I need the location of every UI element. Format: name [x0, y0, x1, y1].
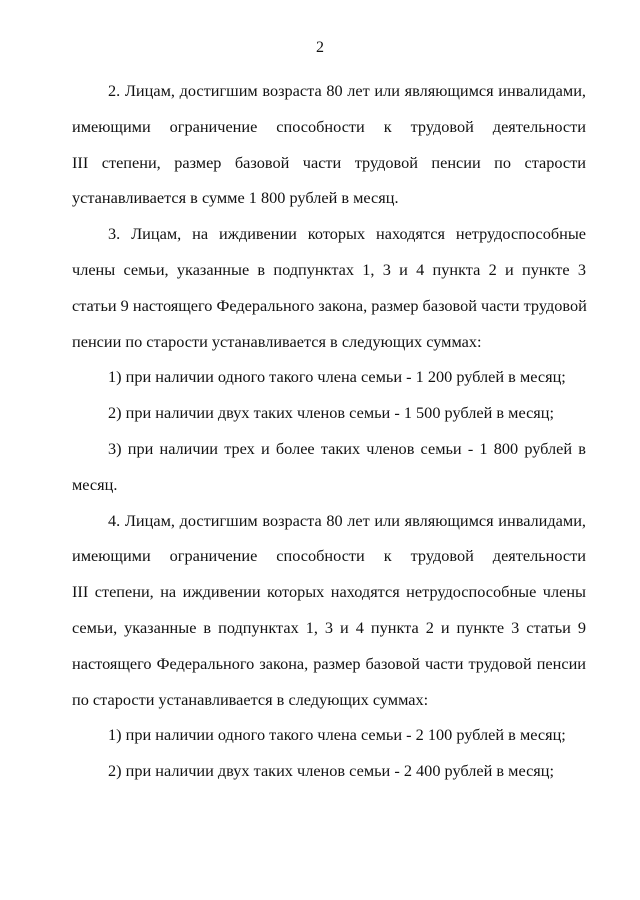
text-line: 2) при наличии двух таких членов семьи - 2 400 рублей в месяц;: [108, 761, 555, 781]
text-line: III степени, на иждивении которых находятся нетрудоспособные члены: [72, 582, 586, 602]
text-line: настоящего Федерального закона, размер базовой части трудовой пенсии: [72, 653, 586, 673]
text-line: семьи, указанные в подпунктах 1, 3 и 4 пункта 2 и пункте 3 статьи 9: [72, 617, 586, 637]
text-line: 4. Лицам, достигшим возраста 80 лет или являющимся инвалидами,: [108, 510, 586, 530]
text-line: 2) при наличии двух таких членов семьи - 1 500 рублей в месяц;: [108, 403, 555, 423]
document-body: [72, 73, 586, 789]
text-line: имеющими ограничение способности к трудовой деятельности: [72, 116, 586, 136]
text-line: 1) при наличии одного такого члена семьи - 1 200 рублей в месяц;: [108, 367, 566, 387]
text-line: имеющими ограничение способности к трудовой деятельности: [72, 546, 586, 566]
text-line: 1) при наличии одного такого члена семьи - 2 100 рублей в месяц;: [108, 725, 566, 745]
text-line: месяц.: [72, 474, 118, 494]
text-line: III степени, размер базовой части трудовой пенсии по старости: [72, 152, 586, 172]
text-line: устанавливается в сумме 1 800 рублей в месяц.: [72, 188, 399, 208]
text-line: члены семьи, указанные в подпунктах 1, 3 и 4 пункта 2 и пункте 3: [72, 259, 586, 279]
text-line: по старости устанавливается в следующих суммах:: [72, 689, 429, 709]
text-line: статьи 9 настоящего Федерального закона, размер базовой части трудовой: [72, 295, 587, 315]
page-number: 2: [316, 39, 324, 56]
text-line: 2. Лицам, достигшим возраста 80 лет или являющимся инвалидами,: [108, 81, 586, 100]
text-line: 3. Лицам, на иждивении которых находятся нетрудоспособные: [108, 224, 586, 244]
text-line: 3) при наличии трех и более таких членов семьи - 1 800 рублей в: [108, 438, 586, 458]
text-line: пенсии по старости устанавливается в следующих суммах:: [72, 331, 482, 351]
